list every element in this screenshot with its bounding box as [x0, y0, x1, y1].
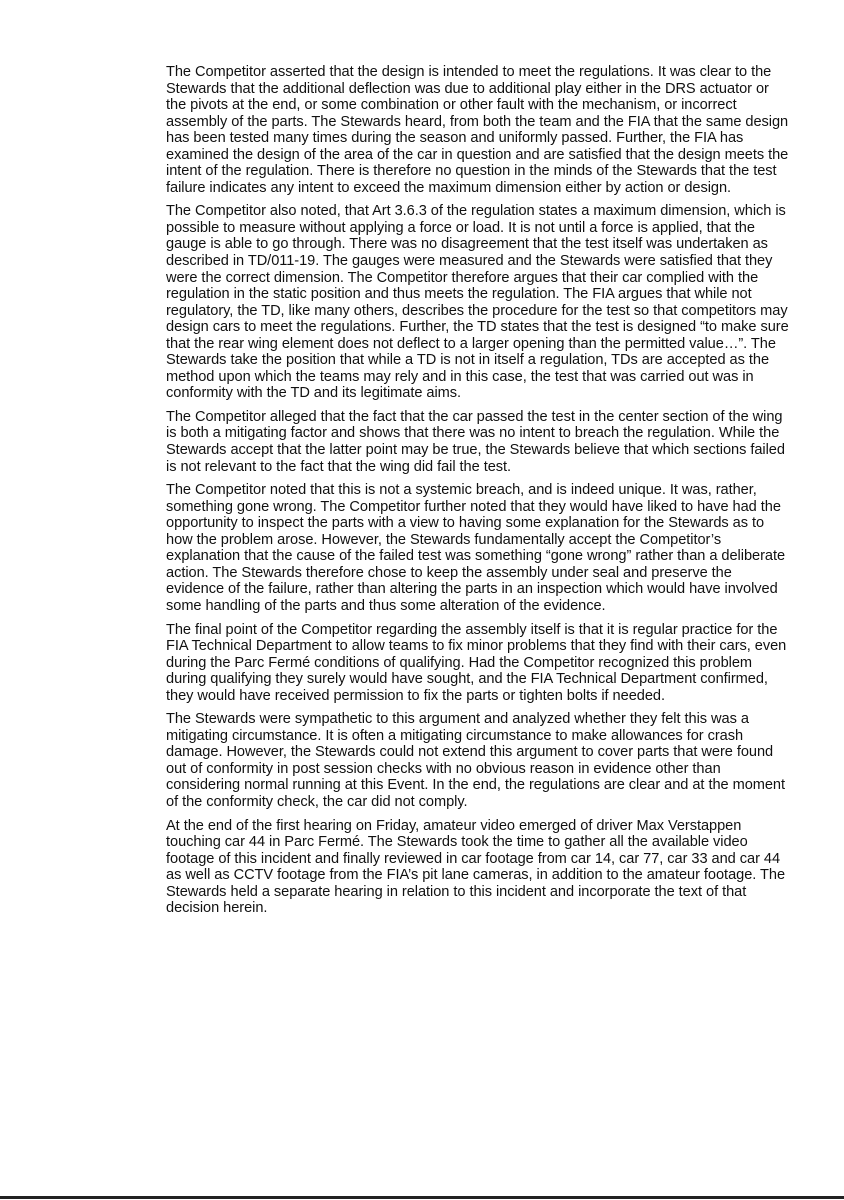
- paragraph-center-section: The Competitor alleged that the fact that the car passed the test in the center section of the wing is both a mitigating factor and shows that there was no intent to breach the regulation. While the Stewards accept that the latter point may be true, the Stewards believe that which sections failed is not relevant to the fact that the wing did fail the test.: [166, 408, 785, 475]
- paragraph-design-intent: The Competitor asserted that the design is intended to meet the regulations. It was clear to the Stewards that the additional deflection was due to additional play either in the DRS actuator or the pivots at the end, or some combination or other fault with the mechanism, or incorrect assembly of the parts. The Stewards heard, from both the team and the FIA that the same design has been tested many times during the season and uniformly passed. Further, the FIA has examined the design of the area of the car in question and are satisfied that the design meets the intent of the regulation. There is therefore no question in the minds of the Stewards that the test failure indicates any intent to exceed the maximum dimension either by action or design.: [166, 64, 789, 196]
- paragraph-mitigating-circumstance: The Stewards were sympathetic to this argument and analyzed whether they felt this was a mitigating circumstance. It is often a mitigating circumstance to make allowances for crash damage. However, the Stewards could not extend this argument to cover parts that were found out of conformity in post session checks with no obvious reason in evidence other than considering normal running at this Event. In the end, the regulations are clear and at the moment of the conformity check, the car did not comply.: [166, 711, 785, 810]
- document-body: [166, 64, 790, 924]
- footer-rule: [0, 1196, 844, 1199]
- paragraph-parc-ferme-practice: The final point of the Competitor regarding the assembly itself is that it is regular practice for the FIA Technical Department to allow teams to fix minor problems that they find with their cars, even during the Parc Fermé conditions of qualifying. Had the Competitor recognized this problem during qualifying they surely would have sought, and the FIA Technical Department confirmed, they would have received permission to fix the parts or tighten bolts if needed.: [166, 621, 787, 704]
- paragraph-systemic-breach: The Competitor noted that this is not a systemic breach, and is indeed unique. It was, rather, something gone wrong. The Competitor further noted that they would have liked to have had the opportunity to inspect the parts with a view to having some explanation for the Stewards as to how the problem arose. However, the Stewards fundamentally accept the Competitor’s explanation that the cause of the failed test was something “gone wrong” rather than a deliberate action. The Stewards therefore chose to keep the assembly under seal and preserve the evidence of the failure, rather than altering the parts in an inspection which would have involved some handling of the parts and thus some alteration of the evidence.: [166, 482, 786, 614]
- paragraph-static-dimension: The Competitor also noted, that Art 3.6.3 of the regulation states a maximum dimension, which is possible to measure without applying a force or load. It is not until a force is applied, that the gauge is able to go through. There was no disagreement that the test itself was undertaken as described in TD/011-19. The gauges were measured and the Stewards were satisfied that they were the correct dimension. The Competitor therefore argues that their car complied with the regulation in the static position and thus meets the regulation. The FIA argues that while not regulatory, the TD, like many others, describes the procedure for the test so that competitors may design cars to meet the regulations. Further, the TD states that the test is designed “to make sure that the rear wing element does not deflect to a larger opening than the permitted value…”. The Stewards take the position that while a TD is not in itself a regulation, TDs are accepted as the method upon which the teams may rely and in this case, the test that was carried out was in conformity with the TD and its legitimate aims.: [166, 203, 789, 402]
- paragraph-video-incident: At the end of the first hearing on Friday, amateur video emerged of driver Max Verstappen touching car 44 in Parc Fermé. The Stewards took the time to gather all the available video footage of this incident and finally reviewed in car footage from car 14, car 77, car 33 and car 44 as well as CCTV footage from the FIA’s pit lane cameras, in addition to the amateur footage. The Stewards held a separate hearing in relation to this incident and incorporate the text of that decision herein.: [166, 817, 786, 917]
